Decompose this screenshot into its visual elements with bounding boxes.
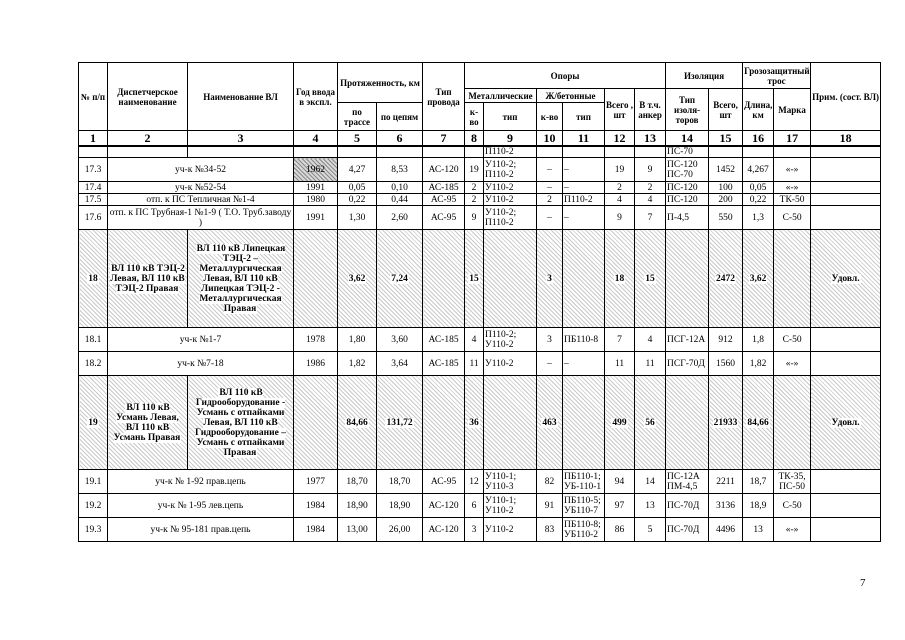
empty-cell (484, 376, 537, 470)
supports-total: 11 (605, 352, 635, 376)
insulator-type: ПСГ-12А (666, 328, 709, 352)
ground-length: 18,9 (743, 494, 774, 518)
insulator-type: ПС-120 ПС-70 (666, 158, 709, 182)
header-wire-type: Тип провода (423, 63, 465, 131)
header-line-name: Наименование ВЛ (188, 63, 294, 131)
row-number (79, 376, 108, 470)
length-circuit: 26,00 (377, 518, 423, 542)
metal-type: У110-1; У110-2 (484, 494, 537, 518)
note (811, 470, 881, 494)
header-len-circuit: по цепям (377, 103, 423, 131)
insulator-total: 2211 (709, 470, 743, 494)
table-row (79, 230, 881, 328)
section-name: отп. к ПС Трубная-1 №1-9 ( Т.О. Труб.заводу ) (108, 206, 294, 230)
power-lines-table (78, 62, 881, 542)
supports-total-text: 18 (614, 273, 625, 284)
metal-type: У110-2; П110-2 (484, 206, 537, 230)
column-number: 3 (188, 131, 294, 147)
anchor-count: 2 (635, 182, 666, 194)
line-name (188, 376, 294, 470)
row-number-text: 19 (88, 417, 98, 428)
metal-count (465, 230, 484, 328)
note (811, 352, 881, 376)
empty-cell (666, 376, 709, 470)
table-row (79, 352, 881, 376)
ground-length: 1,8 (743, 328, 774, 352)
insulator-total: 3136 (709, 494, 743, 518)
header-length: Протяженность, км (338, 63, 423, 103)
column-number: 11 (563, 131, 605, 147)
empty-cell (537, 146, 563, 158)
column-number: 12 (605, 131, 635, 147)
table-row (79, 194, 881, 206)
empty-cell (709, 146, 743, 158)
row-number: 17.4 (79, 182, 108, 194)
ground-mark: ТК-50 (774, 194, 811, 206)
insulator-type: ПСГ-70Д (666, 352, 709, 376)
commission-year: 1991 (294, 206, 338, 230)
insulator-total: 100 (709, 182, 743, 194)
concrete-type: ПБ110-1; УБ-110-1 (563, 470, 605, 494)
length-route: 1,80 (338, 328, 377, 352)
concrete-type: – (563, 206, 605, 230)
concrete-count: 3 (537, 328, 563, 352)
note (811, 518, 881, 542)
supports-total: 9 (605, 206, 635, 230)
empty-cell (423, 376, 465, 470)
supports-total: 2 (605, 182, 635, 194)
header-metal: Металлические (465, 89, 537, 103)
length-route-text: 3,62 (348, 273, 366, 284)
dispatch-name (108, 230, 188, 328)
ground-length: 1,3 (743, 206, 774, 230)
header-ground-mark: Марка (774, 89, 811, 131)
insulator-total: 4496 (709, 518, 743, 542)
length-route (338, 376, 377, 470)
metal-type: У110-1; У110-3 (484, 470, 537, 494)
table-row (79, 182, 881, 194)
ground-mark: «-» (774, 182, 811, 194)
anchor-count: 4 (635, 328, 666, 352)
insulator-total: 1560 (709, 352, 743, 376)
row-number: 17.6 (79, 206, 108, 230)
empty-cell (774, 376, 811, 470)
empty-cell (79, 146, 108, 158)
anchor-count: 14 (635, 470, 666, 494)
insulator-type: ПС-12А ПМ-4,5 (666, 470, 709, 494)
metal-type: У110-2; П110-2 (484, 158, 537, 182)
row-number: 19.1 (79, 470, 108, 494)
concrete-type: ПБ110-8 (563, 328, 605, 352)
header-ground-wire: Грозозащитный трос (743, 63, 811, 89)
header-concrete-count: к-во (537, 103, 563, 131)
supports-total: 4 (605, 194, 635, 206)
metal-count (465, 376, 484, 470)
note-text: Удовл. (831, 273, 860, 284)
empty-cell (188, 146, 294, 158)
row-number: 18.2 (79, 352, 108, 376)
column-number: 10 (537, 131, 563, 147)
supports-total (605, 376, 635, 470)
table-row (79, 376, 881, 470)
table-row (79, 518, 881, 542)
column-number: 14 (666, 131, 709, 147)
empty-cell (563, 230, 605, 328)
empty-cell (108, 146, 188, 158)
header-insulator-total: Всего, шт (709, 89, 743, 131)
note (811, 206, 881, 230)
metal-count: 9 (465, 206, 484, 230)
note (811, 230, 881, 328)
length-circuit (377, 376, 423, 470)
concrete-count-text: 463 (542, 417, 557, 428)
header-insulator-type: Тип изоля-торов (666, 89, 709, 131)
length-circuit-text: 7,24 (391, 273, 408, 284)
empty-cell (605, 146, 635, 158)
note (811, 158, 881, 182)
column-number: 1 (79, 131, 108, 147)
metal-count: 3 (465, 518, 484, 542)
insulator-type: П-4,5 (666, 206, 709, 230)
metal-count: 19 (465, 158, 484, 182)
length-route (338, 230, 377, 328)
table-row (79, 158, 881, 182)
support-metal-type: П110-2 (484, 146, 537, 158)
concrete-count: 83 (537, 518, 563, 542)
concrete-count: 2 (537, 194, 563, 206)
note (811, 376, 881, 470)
metal-count-text: 36 (469, 417, 479, 428)
line-name-text: ВЛ 110 кВ Липецкая ТЭЦ-2 – Металлургическая Левая, ВЛ 110 кВ Липецкая ТЭЦ-2 - Металлургическая Правая (196, 243, 286, 314)
wire-type: АС-95 (423, 470, 465, 494)
insulator-total (709, 376, 743, 470)
ground-mark: «-» (774, 352, 811, 376)
metal-count: 2 (465, 194, 484, 206)
ground-length: 18,7 (743, 470, 774, 494)
wire-type: АС-185 (423, 182, 465, 194)
ground-mark: С-50 (774, 328, 811, 352)
commission-year: 1991 (294, 182, 338, 194)
ground-mark: ТК-35, ПС-50 (774, 470, 811, 494)
length-route: 1,30 (338, 206, 377, 230)
column-number: 6 (377, 131, 423, 147)
length-circuit: 3,64 (377, 352, 423, 376)
ground-mark: «-» (774, 158, 811, 182)
empty-cell (563, 376, 605, 470)
concrete-count (537, 376, 563, 470)
wire-type: АС-185 (423, 328, 465, 352)
concrete-type: ПБ110-8; УБ110-2 (563, 518, 605, 542)
ground-mark: С-50 (774, 494, 811, 518)
dispatch-name-text: ВЛ 110 кВ ТЭЦ-2 Левая, ВЛ 110 кВ ТЭЦ-2 Правая (110, 263, 185, 294)
header-ground-length: Длина, км (743, 89, 774, 131)
concrete-type: – (563, 182, 605, 194)
column-number: 8 (465, 131, 484, 147)
supports-total: 7 (605, 328, 635, 352)
length-route: 18,90 (338, 494, 377, 518)
wire-type: АС-95 (423, 206, 465, 230)
row-number: 17.3 (79, 158, 108, 182)
anchor-count: 13 (635, 494, 666, 518)
empty-cell (465, 146, 484, 158)
ground-mark: С-50 (774, 206, 811, 230)
ground-length (743, 230, 774, 328)
length-circuit: 0,44 (377, 194, 423, 206)
length-circuit: 8,53 (377, 158, 423, 182)
wire-type: АС-120 (423, 158, 465, 182)
column-number: 5 (338, 131, 377, 147)
length-route: 1,82 (338, 352, 377, 376)
section-name: уч-к №1-7 (108, 328, 294, 352)
insulator-total: 200 (709, 194, 743, 206)
empty-cell (338, 146, 377, 158)
table-row (79, 494, 881, 518)
length-circuit: 3,60 (377, 328, 423, 352)
header-anchor: В т.ч. анкер (635, 89, 666, 131)
concrete-count: – (537, 182, 563, 194)
empty-cell (811, 146, 881, 158)
table-row (79, 146, 881, 158)
metal-type: У110-2 (484, 518, 537, 542)
insulator-total-text: 2472 (716, 273, 736, 284)
column-number: 16 (743, 131, 774, 147)
header-metal-count: к-во (465, 103, 484, 131)
note-text: Удовл. (831, 417, 860, 428)
column-number: 18 (811, 131, 881, 147)
column-number: 4 (294, 131, 338, 147)
row-number: 18.1 (79, 328, 108, 352)
metal-count: 6 (465, 494, 484, 518)
concrete-count: – (537, 158, 563, 182)
ground-length (743, 376, 774, 470)
header-concrete-type: тип (563, 103, 605, 131)
line-name-text: ВЛ 110 кВ Гидрооборудование - Усмань с отпайками Левая, ВЛ 110 кВ Гидрооборудование – Усмань с отпайками Правая (195, 387, 286, 458)
insulator-total: 550 (709, 206, 743, 230)
column-number: 7 (423, 131, 465, 147)
metal-type: П110-2; У110-2 (484, 328, 537, 352)
section-name: уч-к №34-52 (108, 158, 294, 182)
section-name: отп. к ПС Тепличная №1-4 (108, 194, 294, 206)
anchor-count (635, 230, 666, 328)
column-number: 13 (635, 131, 666, 147)
concrete-count: – (537, 206, 563, 230)
anchor-count: 4 (635, 194, 666, 206)
insulator-type: ПС-70 (666, 146, 709, 158)
anchor-count: 7 (635, 206, 666, 230)
length-route: 0,22 (338, 194, 377, 206)
supports-total: 97 (605, 494, 635, 518)
commission-year: 1978 (294, 328, 338, 352)
wire-type: АС-120 (423, 518, 465, 542)
header-dispatch-name: Диспетчерское наименование (108, 63, 188, 131)
empty-cell (294, 230, 338, 328)
column-numbers-row (79, 131, 881, 147)
supports-total (605, 230, 635, 328)
row-number: 17.5 (79, 194, 108, 206)
metal-type: У110-2 (484, 194, 537, 206)
ground-mark: «-» (774, 518, 811, 542)
anchor-count (635, 376, 666, 470)
table-row (79, 470, 881, 494)
anchor-count: 9 (635, 158, 666, 182)
column-number: 17 (774, 131, 811, 147)
length-circuit (377, 230, 423, 328)
concrete-type: – (563, 158, 605, 182)
commission-year: 1980 (294, 194, 338, 206)
ground-length: 13 (743, 518, 774, 542)
header-supports: Опоры (465, 63, 666, 89)
commission-year: 1984 (294, 518, 338, 542)
ground-length: 1,82 (743, 352, 774, 376)
row-number (79, 230, 108, 328)
empty-cell (743, 146, 774, 158)
ground-length: 0,05 (743, 182, 774, 194)
metal-type: У110-2 (484, 182, 537, 194)
concrete-type: П110-2 (563, 194, 605, 206)
section-name: уч-к № 1-92 прав.цепь (108, 470, 294, 494)
insulator-type: ПС-70Д (666, 518, 709, 542)
header-len-route: по трассе (338, 103, 377, 131)
empty-cell (774, 230, 811, 328)
section-name: уч-к № 95-181 прав.цепь (108, 518, 294, 542)
anchor-count-text: 15 (645, 273, 655, 284)
concrete-count: 91 (537, 494, 563, 518)
insulator-type: ПС-120 (666, 182, 709, 194)
header-year: Год ввода в экспл. (294, 63, 338, 131)
wire-type: АС-185 (423, 352, 465, 376)
length-circuit: 2,60 (377, 206, 423, 230)
insulator-total: 1452 (709, 158, 743, 182)
empty-cell (294, 146, 338, 158)
concrete-type: ПБ110-5; УБ110-7 (563, 494, 605, 518)
empty-cell (774, 146, 811, 158)
length-route-text: 84,66 (346, 417, 368, 428)
insulator-type: ПС-120 (666, 194, 709, 206)
insulator-total (709, 230, 743, 328)
insulator-total: 912 (709, 328, 743, 352)
metal-count: 11 (465, 352, 484, 376)
anchor-count: 5 (635, 518, 666, 542)
line-name (188, 230, 294, 328)
wire-type: АС-95 (423, 194, 465, 206)
empty-cell (423, 230, 465, 328)
insulator-total-text: 21933 (713, 417, 738, 428)
insulator-type: ПС-70Д (666, 494, 709, 518)
row-number: 19.3 (79, 518, 108, 542)
length-circuit: 18,90 (377, 494, 423, 518)
ground-length-text: 84,66 (747, 417, 769, 428)
concrete-count: – (537, 352, 563, 376)
page-number: 7 (860, 577, 866, 589)
header-total: Всего , шт (605, 89, 635, 131)
note (811, 494, 881, 518)
metal-type: У110-2 (484, 352, 537, 376)
length-circuit: 0,10 (377, 182, 423, 194)
concrete-type: – (563, 352, 605, 376)
column-number: 2 (108, 131, 188, 147)
note (811, 182, 881, 194)
ground-length-text: 3,62 (749, 273, 767, 284)
empty-cell (563, 146, 605, 158)
length-route: 4,27 (338, 158, 377, 182)
ground-length: 0,22 (743, 194, 774, 206)
empty-cell (377, 146, 423, 158)
header-note: Прим. (сост. ВЛ) (811, 63, 881, 131)
commission-year: 1962 (294, 158, 338, 182)
metal-count: 2 (465, 182, 484, 194)
concrete-count: 82 (537, 470, 563, 494)
header-num: № п/п (79, 63, 108, 131)
length-route: 18,70 (338, 470, 377, 494)
section-name: уч-к № 1-95 лев.цепь (108, 494, 294, 518)
header-insulation: Изоляция (666, 63, 743, 89)
row-number-text: 18 (88, 273, 98, 284)
supports-total: 19 (605, 158, 635, 182)
column-number: 15 (709, 131, 743, 147)
commission-year: 1977 (294, 470, 338, 494)
row-number: 19.2 (79, 494, 108, 518)
concrete-count-text: 3 (547, 273, 552, 284)
metal-count: 12 (465, 470, 484, 494)
empty-cell (423, 146, 465, 158)
empty-cell (484, 230, 537, 328)
length-route: 13,00 (338, 518, 377, 542)
section-name: уч-к №52-54 (108, 182, 294, 194)
section-name: уч-к №7-18 (108, 352, 294, 376)
dispatch-name-text: ВЛ 110 кВ Усмань Левая, ВЛ 110 кВ Усмань Правая (113, 402, 181, 443)
empty-cell (294, 376, 338, 470)
supports-total: 86 (605, 518, 635, 542)
length-circuit: 18,70 (377, 470, 423, 494)
empty-cell (635, 146, 666, 158)
table-row (79, 206, 881, 230)
concrete-count (537, 230, 563, 328)
header-metal-type: тип (484, 103, 537, 131)
header-concrete: Ж/бетонные (537, 89, 605, 103)
anchor-count: 11 (635, 352, 666, 376)
wire-type: АС-120 (423, 494, 465, 518)
dispatch-name (108, 376, 188, 470)
note (811, 194, 881, 206)
empty-cell (666, 230, 709, 328)
supports-total-text: 499 (612, 417, 627, 428)
commission-year: 1986 (294, 352, 338, 376)
column-number: 9 (484, 131, 537, 147)
length-route: 0,05 (338, 182, 377, 194)
anchor-count-text: 56 (645, 417, 655, 428)
table-row (79, 328, 881, 352)
ground-length: 4,267 (743, 158, 774, 182)
metal-count: 4 (465, 328, 484, 352)
length-circuit-text: 131,72 (386, 417, 413, 428)
note (811, 328, 881, 352)
commission-year: 1984 (294, 494, 338, 518)
supports-total: 94 (605, 470, 635, 494)
metal-count-text: 15 (469, 273, 479, 284)
